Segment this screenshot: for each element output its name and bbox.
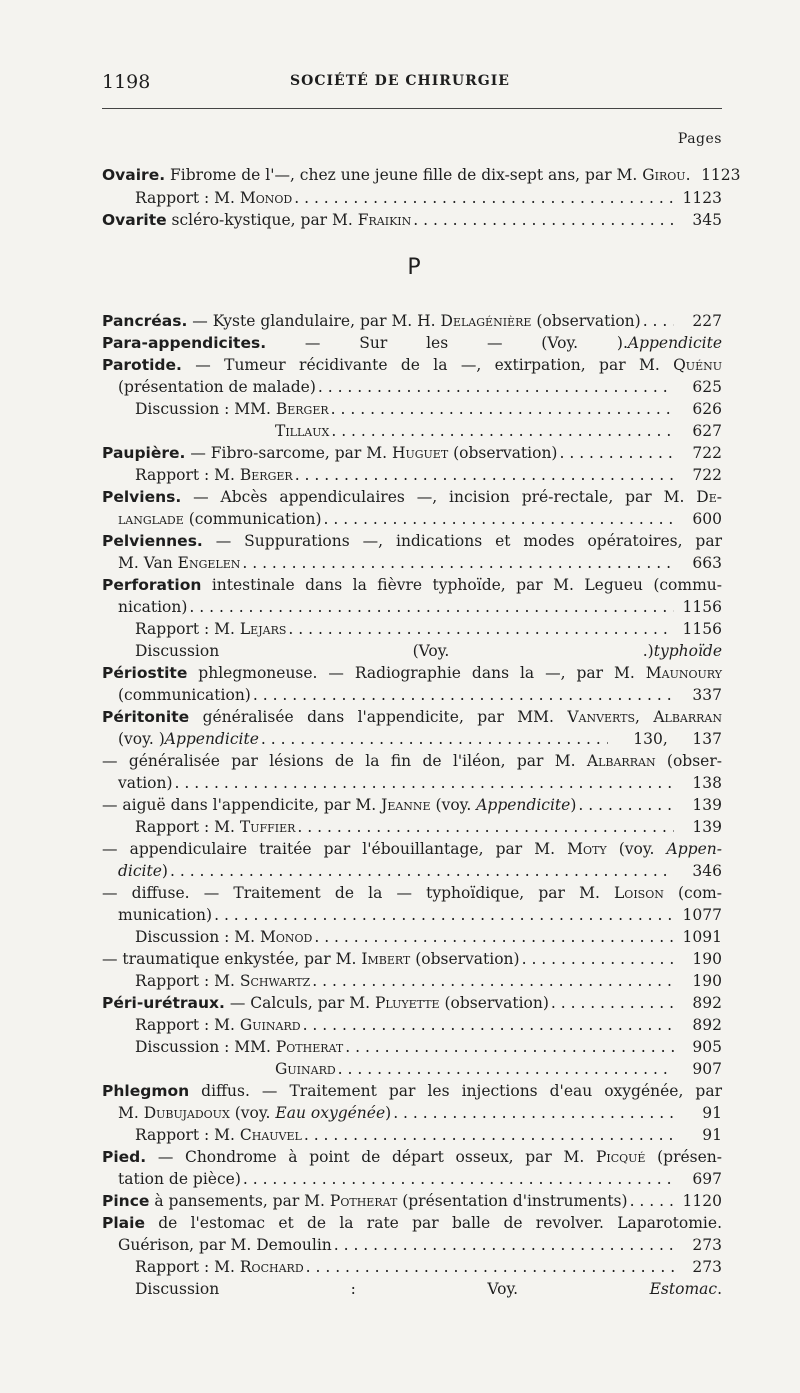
index-line <box>102 706 722 728</box>
dot-leader <box>310 970 674 992</box>
entry-body: phlegmoneuse. — Radiographie dans la —, par M. <box>187 664 646 682</box>
author-name: Quénu <box>673 356 722 374</box>
author-name: Berger <box>275 400 329 418</box>
entry-body: Discussion : Voy. <box>135 1280 650 1298</box>
cross-reference: Appen- <box>666 840 722 858</box>
author-name: Dubujadoux <box>143 1104 230 1122</box>
author-name: Schwartz <box>239 972 311 990</box>
entry-body: Rapport : M. <box>135 1258 240 1276</box>
entry-text <box>102 530 722 552</box>
page-reference: 1123 <box>701 166 741 184</box>
entry-body-tail: ) <box>161 862 168 880</box>
entry-body: Rapport : M. <box>135 620 240 638</box>
page-reference: 625 <box>692 378 722 396</box>
cross-reference: Estomac <box>649 1280 718 1298</box>
page-reference: 273 <box>692 1258 722 1276</box>
entry-text <box>118 860 168 882</box>
page-reference: 1120 <box>682 1192 722 1210</box>
dot-leader <box>173 772 674 794</box>
author-name: Guinard <box>275 1060 336 1078</box>
entry-text <box>102 1212 722 1234</box>
entry-text <box>118 1234 332 1256</box>
page-reference: 1077 <box>682 906 722 924</box>
entry-text <box>135 926 312 948</box>
dot-leader <box>293 464 674 486</box>
entry-text <box>118 904 212 926</box>
entry-text <box>135 640 722 662</box>
entry-text <box>118 376 316 398</box>
page-reference: 190 <box>692 972 722 990</box>
entry-body-tail: ) <box>385 1104 392 1122</box>
page-reference: 1156 <box>682 598 722 616</box>
running-title: SOCIÉTÉ DE CHIRURGIE <box>290 73 510 89</box>
index-line <box>102 992 722 1014</box>
entry-headword: Plaie <box>102 1214 145 1232</box>
entry-body: Rapport : M. <box>135 818 240 836</box>
author-name: Monod <box>239 189 293 207</box>
entry-body: — Sur les — (Voy. <box>266 334 617 352</box>
dot-leader <box>576 794 674 816</box>
entry-body: — Suppurations —, indications et modes opératoires, par <box>202 532 722 550</box>
entry-text <box>102 706 722 728</box>
entry-body: — Fibro-sarcome, par M. <box>185 444 392 462</box>
entry-body: — Kyste glandulaire, par M. H. <box>187 312 441 330</box>
entry-body: Rapport : M. <box>135 1126 240 1144</box>
index-line <box>118 552 722 574</box>
author-name: Albarran <box>586 752 656 770</box>
entry-text <box>102 164 691 186</box>
entry-text <box>118 728 259 750</box>
index-line <box>118 772 722 794</box>
page-reference: 273 <box>692 1236 722 1254</box>
page-reference: 1091 <box>682 928 722 946</box>
entry-text <box>102 209 411 231</box>
entry-text <box>102 948 520 970</box>
index-line <box>102 948 722 970</box>
page-reference: 626 <box>692 400 722 418</box>
entry-headword: Périostite <box>102 664 188 682</box>
entry-body: Rapport : M. <box>135 466 240 484</box>
entry-body-cont: . <box>685 166 691 184</box>
entry-text <box>118 684 251 706</box>
entry-text <box>102 794 576 816</box>
entry-text <box>102 574 722 596</box>
index-line <box>135 464 722 486</box>
index-line <box>135 1256 722 1278</box>
entry-body-cont: (communication) <box>183 510 322 528</box>
dot-leader <box>329 420 674 442</box>
entry-text <box>102 750 722 772</box>
dot-leader <box>520 948 674 970</box>
author-name: Potherat <box>329 1192 398 1210</box>
entry-body: nication) <box>118 598 188 616</box>
author-name: Huguet <box>391 444 449 462</box>
entry-body: diffus. — Traitement par les injections d'eau oxygénée, par <box>189 1082 722 1100</box>
entry-body-cont: (voy. <box>606 840 667 858</box>
entry-body: — appendiculaire traitée par l'ébouillantage, par M. <box>102 840 568 858</box>
dot-leader <box>212 904 674 926</box>
entry-text <box>102 1190 628 1212</box>
author-name: Imbert <box>361 950 411 968</box>
entry-headword: Phlegmon <box>102 1082 190 1100</box>
page-reference: 892 <box>692 1016 722 1034</box>
index-line <box>135 1036 722 1058</box>
index-line <box>102 1212 722 1234</box>
index-line <box>118 508 722 530</box>
entry-text <box>135 816 295 838</box>
entry-body: munication) <box>118 906 213 924</box>
page-reference: 1123 <box>682 189 722 207</box>
author-name: Tillaux <box>275 422 330 440</box>
dot-leader <box>391 1102 674 1124</box>
entry-text <box>102 310 641 332</box>
page-reference: 600 <box>692 510 722 528</box>
page-reference: 892 <box>692 994 722 1012</box>
page-reference: 91 <box>702 1126 722 1144</box>
entry-text <box>118 552 240 574</box>
entry-text <box>102 442 557 464</box>
author-name: Girou <box>642 166 686 184</box>
author-name: langlade <box>118 510 184 528</box>
dot-leader <box>411 209 674 231</box>
entry-body-cont: (com- <box>663 884 722 902</box>
entry-body: tation de pièce) <box>118 1170 241 1188</box>
dot-leader <box>286 618 674 640</box>
author-name: Picqué <box>595 1148 646 1166</box>
entry-text <box>135 464 293 486</box>
index-line <box>102 882 722 904</box>
index-line <box>102 332 722 354</box>
entry-text <box>102 992 549 1014</box>
cross-reference: typhoïde <box>653 642 722 660</box>
entry-body-cont: ). <box>616 334 628 352</box>
index-line <box>135 970 722 992</box>
index-line <box>102 750 722 772</box>
entry-body: Discussion : MM. <box>135 400 276 418</box>
index-line <box>135 1014 722 1036</box>
entry-body-cont: (présentation d'instruments) <box>397 1192 628 1210</box>
entry-text <box>135 1124 302 1146</box>
index-line <box>102 794 722 816</box>
dot-leader <box>641 310 674 332</box>
entry-headword: Péritonite <box>102 708 190 726</box>
index-line <box>102 530 722 552</box>
dot-leader <box>295 816 674 838</box>
author-name: Engelen <box>177 554 241 572</box>
entry-headword: Pelviens. <box>102 488 182 506</box>
page-reference: 663 <box>692 554 722 572</box>
entry-body-cont: (voy. <box>229 1104 276 1122</box>
entry-body: Discussion (Voy. <box>135 642 643 660</box>
entry-text <box>275 420 329 442</box>
page-reference: 346 <box>692 862 722 880</box>
entry-body-cont: (voy. <box>430 796 477 814</box>
dot-leader <box>628 1190 674 1212</box>
author-name: Potherat <box>275 1038 344 1056</box>
entry-text <box>135 1256 304 1278</box>
entry-text <box>275 1058 336 1080</box>
entry-body: — Calculs, par M. <box>224 994 375 1012</box>
pages-column-label: Pages <box>677 131 722 147</box>
entry-body-cont: (observation) <box>410 950 520 968</box>
entry-headword: Ovarite <box>102 211 167 229</box>
entry-body: à pansements, par M. <box>149 1192 330 1210</box>
entry-text <box>118 772 173 794</box>
entry-body-cont: (présen- <box>645 1148 722 1166</box>
index-line <box>135 816 722 838</box>
dot-leader <box>329 398 674 420</box>
entry-text <box>102 1146 722 1168</box>
page-reference: 227 <box>692 312 722 330</box>
entry-body: intestinale dans la fièvre typhoïde, par M. Legueu (commu- <box>201 576 722 594</box>
dot-leader <box>316 376 674 398</box>
entry-body: — traumatique enkystée, par M. <box>102 950 362 968</box>
entry-headword: Pied. <box>102 1148 147 1166</box>
author-name: Loison <box>614 884 664 902</box>
page-reference: 190 <box>692 950 722 968</box>
entry-text <box>102 662 722 684</box>
page-reference: 722 <box>692 444 722 462</box>
entry-body-cont: (observation) <box>448 444 558 462</box>
index-line <box>275 420 722 442</box>
entry-text <box>135 1014 301 1036</box>
author-name: Rochard <box>239 1258 304 1276</box>
index-line <box>102 164 741 186</box>
page-reference: 722 <box>692 466 722 484</box>
page-number: 1198 <box>102 71 151 93</box>
entry-text <box>102 882 722 904</box>
index-line <box>102 354 722 376</box>
author-name: Berger <box>239 466 293 484</box>
cross-reference: Appendicite <box>164 730 259 748</box>
dot-leader <box>168 860 674 882</box>
index-line <box>102 310 722 332</box>
entry-body: M. <box>118 1104 144 1122</box>
entry-body: Rapport : M. <box>135 972 240 990</box>
dot-leader <box>343 1036 674 1058</box>
index-line <box>118 860 722 882</box>
entry-body: Rapport : M. <box>135 189 240 207</box>
dot-leader <box>187 596 674 618</box>
index-line <box>135 187 722 209</box>
index-line <box>275 1058 722 1080</box>
header-rule <box>102 108 722 109</box>
entry-headword: Ovaire. <box>102 166 166 184</box>
dot-leader <box>322 508 674 530</box>
dot-leader <box>304 1256 674 1278</box>
entry-text <box>118 508 322 530</box>
entry-body-tail: ) <box>570 796 577 814</box>
entry-body: — Tumeur récidivante de la —, extirpation, par M. <box>181 356 674 374</box>
index-line <box>135 618 722 640</box>
entry-text <box>102 332 722 354</box>
entry-headword: Pelviennes. <box>102 532 203 550</box>
entry-body: de l'estomac et de la rate par balle de revolver. Laparotomie. <box>144 1214 722 1232</box>
page-reference: 130, 137 <box>633 730 722 748</box>
entry-body: Fibrome de l'—, chez une jeune fille de dix-sept ans, par M. <box>165 166 643 184</box>
index-line <box>118 1102 722 1124</box>
dot-leader <box>241 1168 674 1190</box>
entry-body: — Chondrome à point de départ osseux, par M. <box>146 1148 596 1166</box>
entry-headword: Para-appendicites. <box>102 334 267 352</box>
entry-body: (communication) <box>118 686 251 704</box>
entry-text <box>102 838 722 860</box>
entry-body-cont: (observation) <box>439 994 549 1012</box>
index-line <box>102 1190 722 1212</box>
entry-body: vation) <box>118 774 173 792</box>
dot-leader <box>259 728 608 750</box>
index-line <box>102 486 722 508</box>
index-line <box>102 209 722 231</box>
author-name: Delagénière <box>440 312 532 330</box>
index-line <box>102 1146 722 1168</box>
page-reference: 627 <box>692 422 722 440</box>
page-reference: 337 <box>692 686 722 704</box>
entry-text <box>135 398 329 420</box>
entry-body: — diffuse. — Traitement de la — typhoïdique, par M. <box>102 884 615 902</box>
author-name: Moty <box>567 840 607 858</box>
author-name: Maunoury <box>645 664 722 682</box>
index-line <box>118 596 722 618</box>
index-line <box>102 574 722 596</box>
entry-text <box>135 1036 343 1058</box>
index-line <box>135 1124 722 1146</box>
page-reference: 91 <box>702 1104 722 1122</box>
entry-text <box>135 970 310 992</box>
entry-body: (voy. <box>118 730 159 748</box>
entry-text <box>135 1278 722 1300</box>
entry-text <box>118 1102 391 1124</box>
dot-leader <box>251 684 674 706</box>
entry-text <box>118 1168 241 1190</box>
index-line <box>102 1080 722 1102</box>
page-reference: 345 <box>692 211 722 229</box>
index-line <box>102 662 722 684</box>
dot-leader <box>292 187 674 209</box>
author-name: Pluyette <box>374 994 440 1012</box>
entry-body: (présentation de malade) <box>118 378 316 396</box>
entry-body: — Abcès appendiculaires —, incision pré-rectale, par M. <box>181 488 697 506</box>
entry-headword: Péri-urétraux. <box>102 994 225 1012</box>
entry-headword: Paupière. <box>102 444 186 462</box>
entry-body: Rapport : M. <box>135 1016 240 1034</box>
entry-body: M. Van <box>118 554 178 572</box>
entry-body-tail: . <box>717 1280 722 1298</box>
index-line <box>118 1234 722 1256</box>
dot-leader <box>301 1014 674 1036</box>
dot-leader <box>549 992 674 1014</box>
index-line <box>118 728 722 750</box>
cross-reference: Eau oxygénée <box>275 1104 386 1122</box>
entry-body: — généralisée par lésions de la fin de l'iléon, par M. <box>102 752 587 770</box>
entry-text <box>102 486 722 508</box>
index-line <box>135 398 722 420</box>
cross-reference: dicite <box>118 862 162 880</box>
index-line <box>102 838 722 860</box>
entry-text <box>135 618 286 640</box>
entry-body: Guérison, par M. Demoulin <box>118 1236 332 1254</box>
entry-text <box>102 354 722 376</box>
entry-headword: Perforation <box>102 576 202 594</box>
entry-body-cont: .) <box>642 642 654 660</box>
dot-leader <box>240 552 674 574</box>
index-line <box>135 926 722 948</box>
entry-text <box>102 1080 722 1102</box>
index-line <box>118 1168 722 1190</box>
index-line <box>118 904 722 926</box>
page-reference: 138 <box>692 774 722 792</box>
entry-body: — aiguë dans l'appendicite, par M. <box>102 796 382 814</box>
author-name: Jeanne <box>381 796 431 814</box>
entry-body: scléro-kystique, par M. <box>166 211 358 229</box>
entry-body: Discussion : M. <box>135 928 260 946</box>
page-reference: 1156 <box>682 620 722 638</box>
entry-headword: Pancréas. <box>102 312 188 330</box>
entry-body-cont: (observation) <box>531 312 641 330</box>
entry-headword: Pince <box>102 1192 150 1210</box>
entry-body-cont: (obser- <box>655 752 722 770</box>
cross-reference: Appendicite <box>627 334 722 352</box>
author-name: Monod <box>259 928 313 946</box>
entry-text <box>135 187 292 209</box>
index-line <box>118 684 722 706</box>
index-line <box>102 442 722 464</box>
author-name: Vanverts, Albarran <box>567 708 722 726</box>
index-line <box>135 1278 722 1300</box>
cross-reference: Appendicite <box>476 796 571 814</box>
entry-body: généralisée dans l'appendicite, par MM. <box>189 708 568 726</box>
index-line <box>135 640 722 662</box>
author-name: Guinard <box>239 1016 301 1034</box>
author-name: Tuffier <box>239 818 296 836</box>
author-name: De- <box>696 488 722 506</box>
author-name: Lejars <box>239 620 287 638</box>
dot-leader <box>312 926 674 948</box>
dot-leader <box>332 1234 674 1256</box>
dot-leader <box>557 442 674 464</box>
page-reference: 139 <box>692 818 722 836</box>
entry-body: Discussion : MM. <box>135 1038 276 1056</box>
entry-headword: Parotide. <box>102 356 182 374</box>
section-letter: P <box>407 255 421 280</box>
dot-leader <box>336 1058 674 1080</box>
page-reference: 139 <box>692 796 722 814</box>
index-line <box>118 376 722 398</box>
page-reference: 907 <box>692 1060 722 1078</box>
author-name: Fraikin <box>357 211 412 229</box>
author-name: Chauvel <box>239 1126 302 1144</box>
page-reference: 905 <box>692 1038 722 1056</box>
page-reference: 697 <box>692 1170 722 1188</box>
dot-leader <box>302 1124 674 1146</box>
entry-body-cont: ) <box>158 730 165 748</box>
entry-text <box>118 596 187 618</box>
